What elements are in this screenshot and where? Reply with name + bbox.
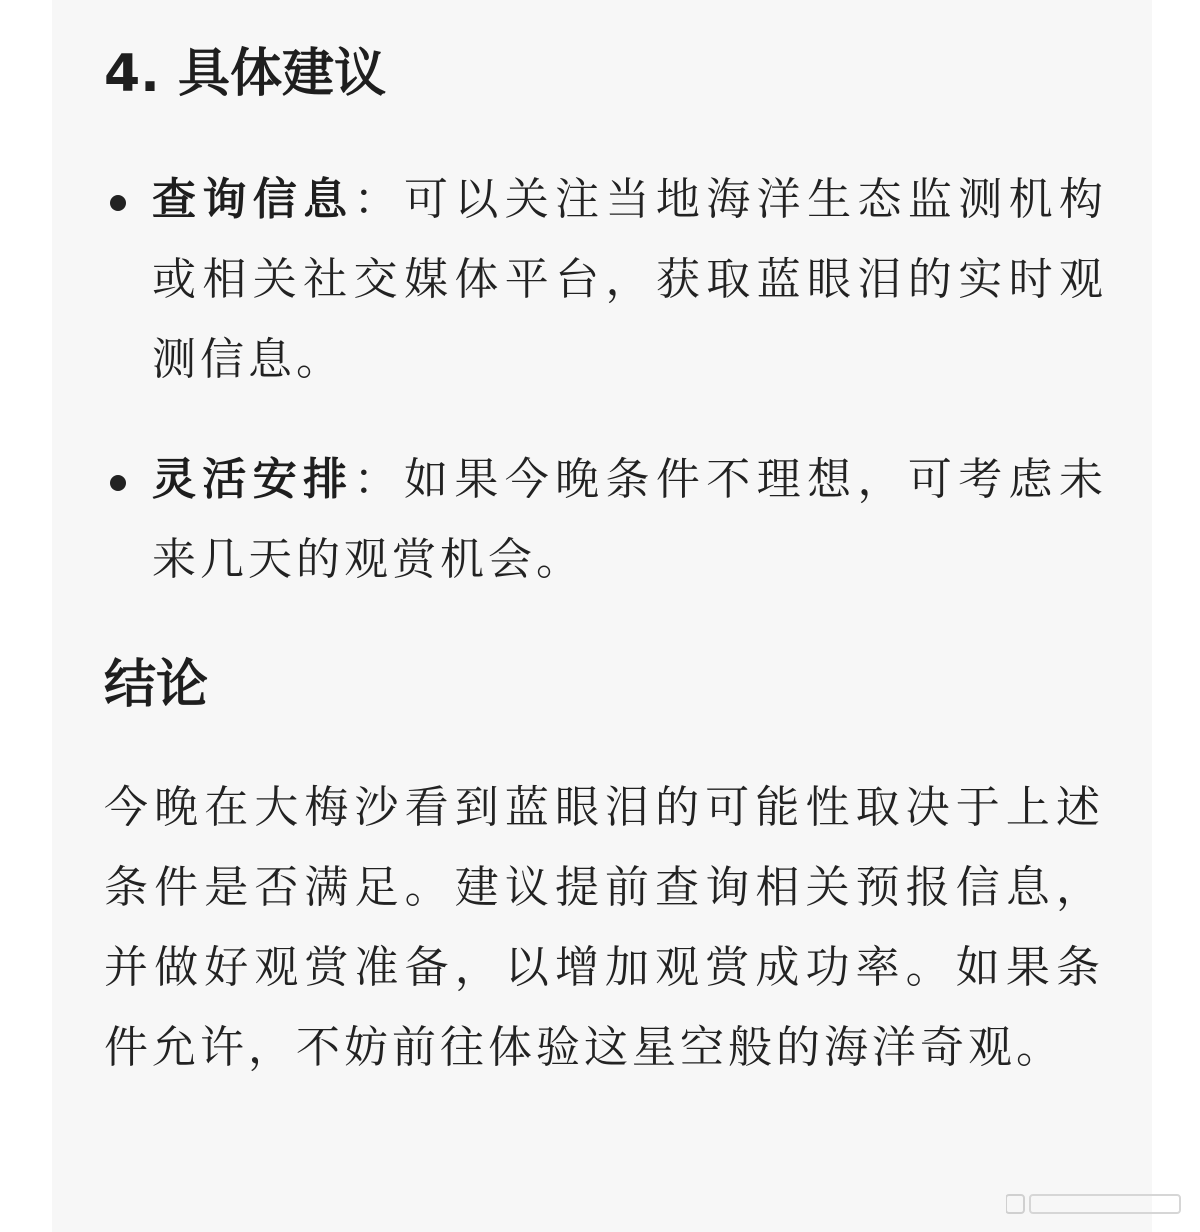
- list-item-text: [152, 440, 1107, 600]
- watermark-logo: [1006, 1192, 1186, 1222]
- list-item: [104, 160, 1108, 400]
- list-item-term: 查询信息: [152, 174, 354, 225]
- article-card: [52, 0, 1152, 1232]
- list-item-separator: ：: [353, 454, 404, 505]
- conclusion-paragraph: 今晚在大梅沙看到蓝眼泪的可能性取决于上述条件是否满足。建议提前查询相关预报信息，并做好观赏准备，以增加观赏成功率。如果条件允许，不妨前往体验这星空般的海洋奇观。: [104, 782, 1104, 1073]
- list-item: [104, 440, 1108, 600]
- section-heading-suggestions: 4. 具体建议: [104, 44, 387, 104]
- list-item-separator: ：: [353, 174, 404, 225]
- bullet-icon: [110, 475, 126, 491]
- watermark-icon: [1006, 1192, 1186, 1216]
- section-heading-conclusion: 结论: [104, 655, 209, 715]
- list-item-text: [152, 160, 1107, 400]
- list-item-body: 可以关注当地海洋生态监测机构或相关社交媒体平台，获取蓝眼泪的实时观测信息。: [152, 174, 1108, 385]
- list-item-term: 灵活安排: [152, 454, 354, 505]
- list-item-body: 如果今晚条件不理想，可考虑未来几天的观赏机会。: [152, 454, 1108, 585]
- bullet-icon: [110, 195, 126, 211]
